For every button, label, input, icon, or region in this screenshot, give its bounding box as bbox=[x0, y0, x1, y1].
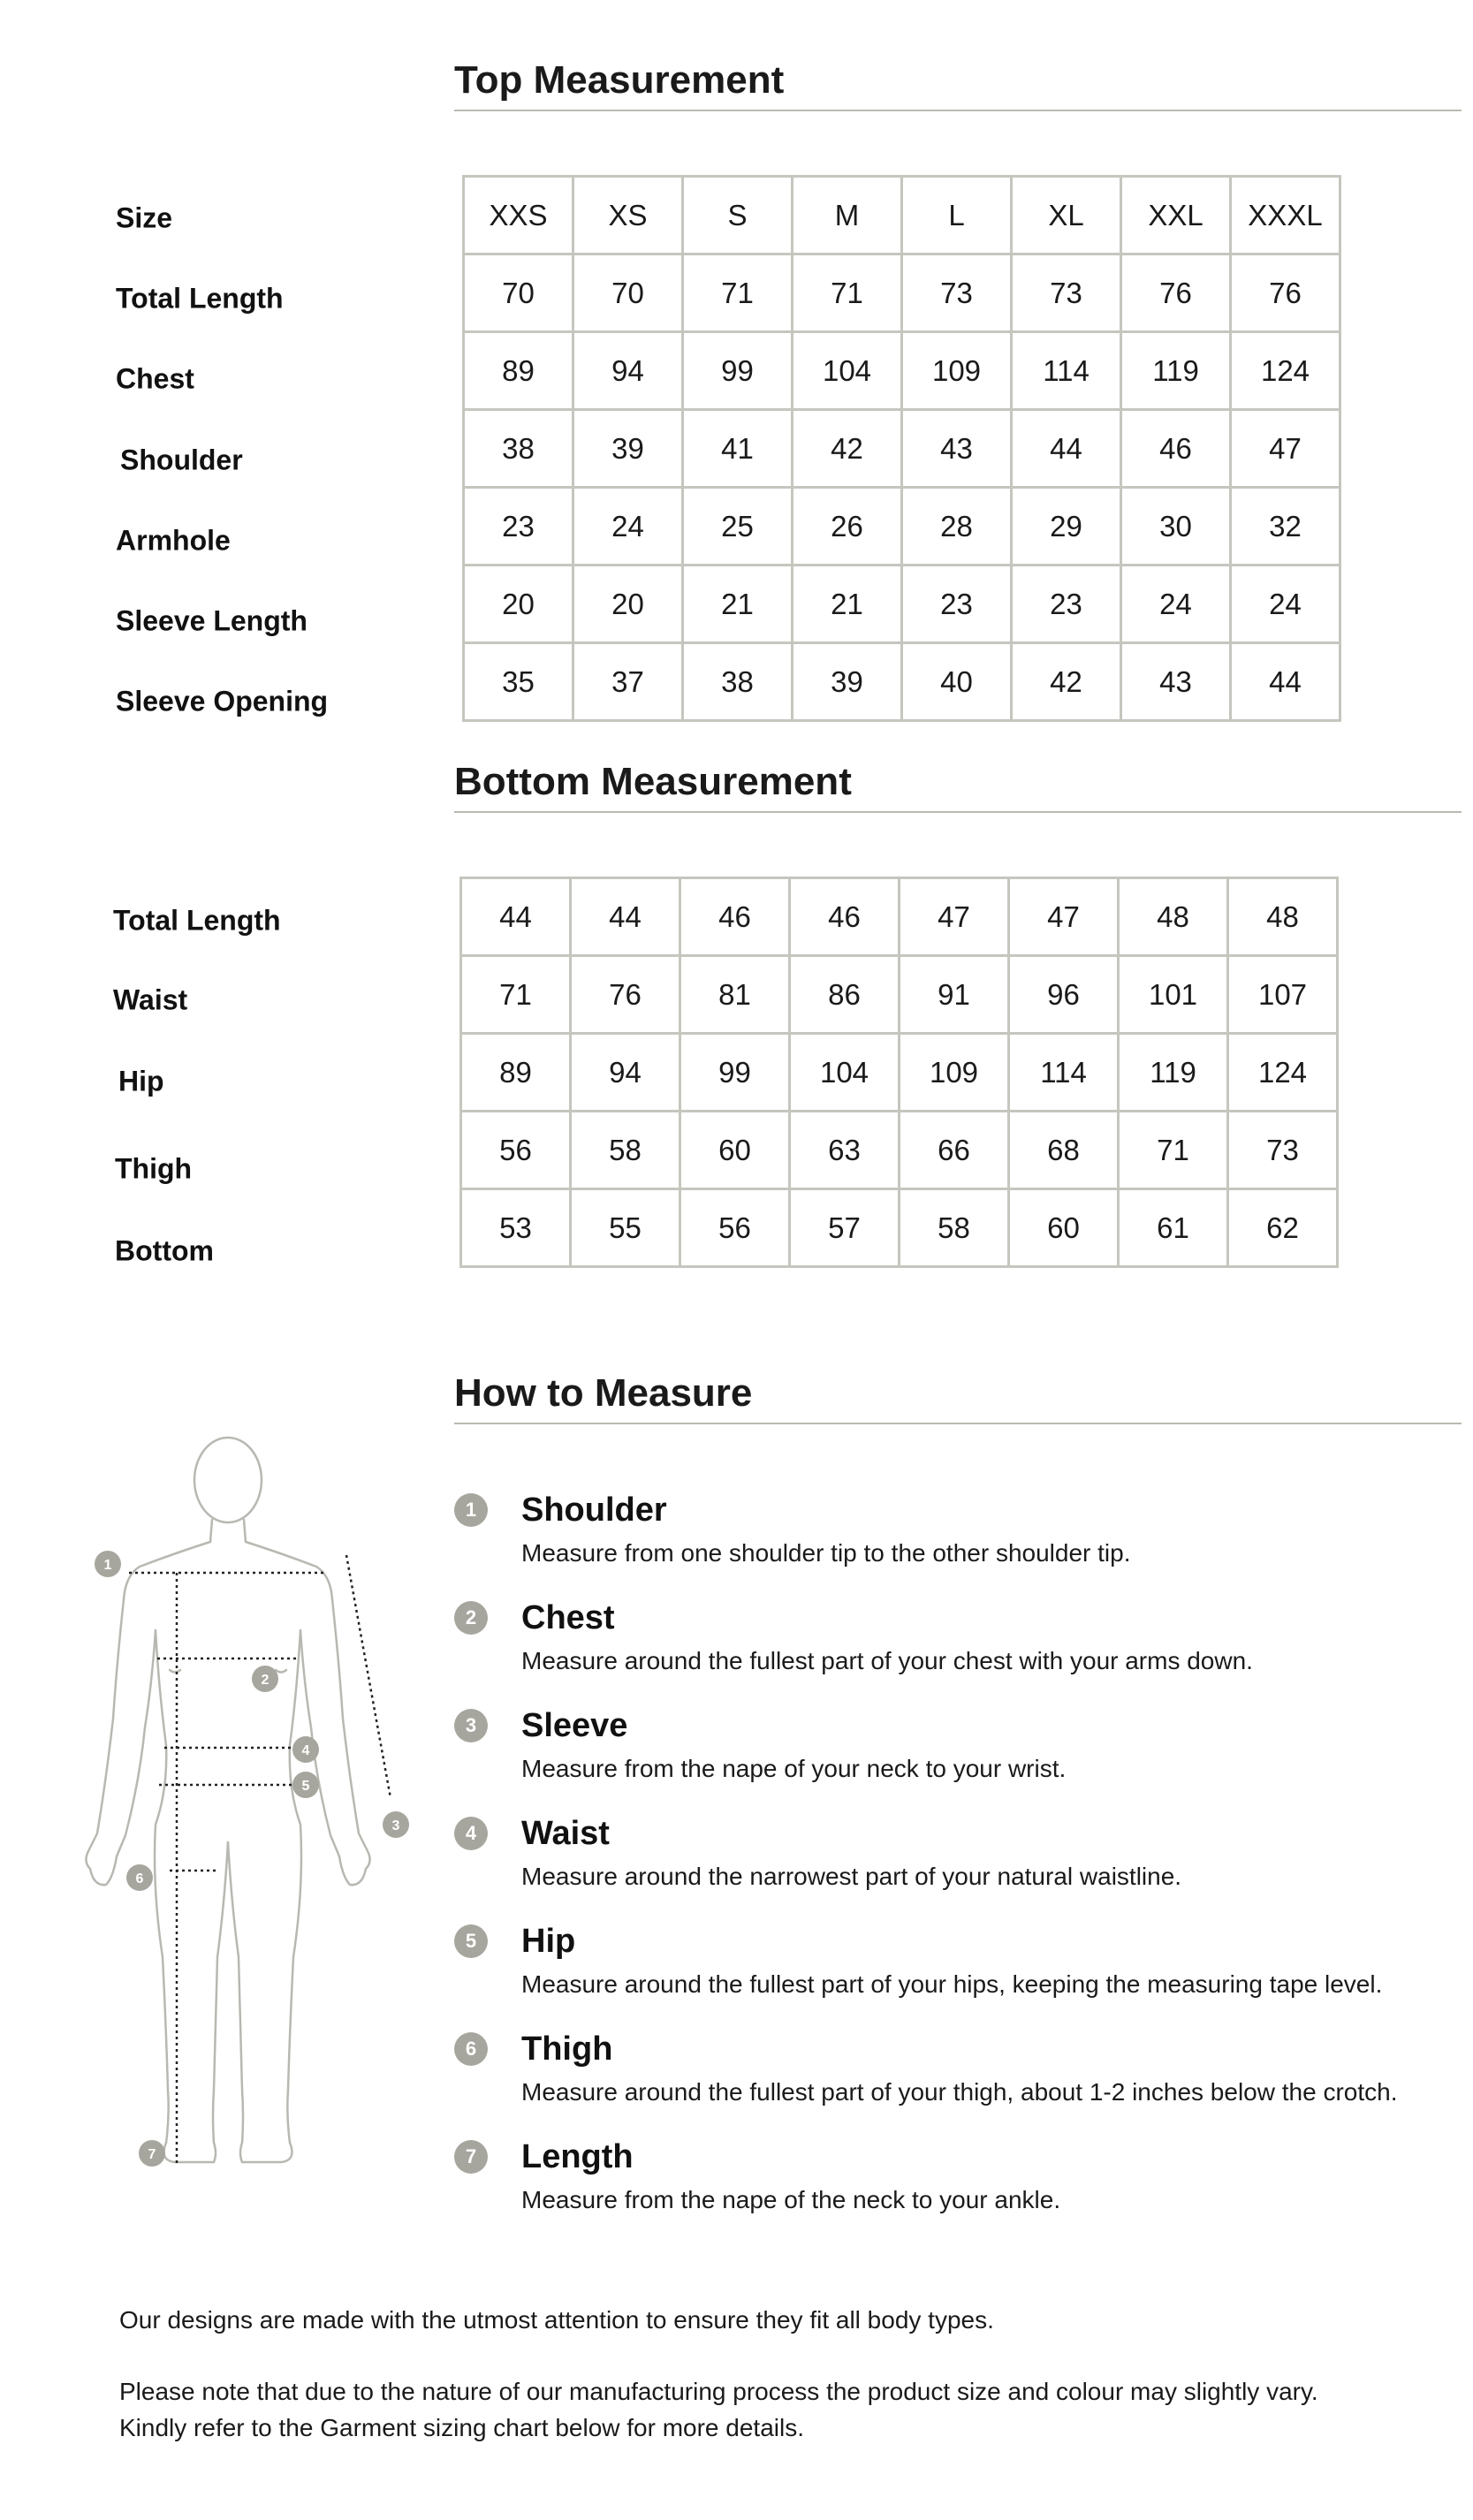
step-number-badge: 7 bbox=[454, 2140, 488, 2174]
table-cell: 73 bbox=[902, 254, 1012, 332]
table-cell: 56 bbox=[680, 1189, 790, 1267]
step-description: Measure from the nape of your neck to your wrist. bbox=[521, 1755, 1067, 1782]
size-header-row bbox=[464, 177, 1340, 254]
table-cell: 46 bbox=[790, 878, 900, 956]
step-description: Measure around the narrowest part of your natural waistline. bbox=[521, 1863, 1182, 1890]
figure-right-leg-inner bbox=[228, 1842, 243, 2143]
figure-left-foot bbox=[164, 2143, 216, 2162]
table-cell: 44 bbox=[1012, 410, 1121, 488]
table-cell: 24 bbox=[1121, 565, 1231, 643]
table-cell: 42 bbox=[793, 410, 902, 488]
table-row bbox=[464, 332, 1340, 410]
table-cell: 107 bbox=[1228, 956, 1338, 1034]
table-cell: 71 bbox=[793, 254, 902, 332]
row-label-total-length: Total Length bbox=[116, 282, 284, 315]
badge-3-label: 3 bbox=[391, 1818, 400, 1833]
badge-6-label: 6 bbox=[135, 1871, 144, 1886]
table-cell: 35 bbox=[464, 643, 573, 721]
table-cell: 39 bbox=[573, 410, 683, 488]
table-cell: 44 bbox=[461, 878, 571, 956]
step-number-badge: 4 bbox=[454, 1817, 488, 1850]
table-cell: 38 bbox=[464, 410, 573, 488]
step-description: Measure around the fullest part of your hips, keeping the measuring tape level. bbox=[521, 1970, 1383, 1998]
table-cell: 109 bbox=[900, 1034, 1009, 1112]
step-title: Chest bbox=[521, 1599, 615, 1636]
table-cell: 89 bbox=[461, 1034, 571, 1112]
row-label-shoulder: Shoulder bbox=[120, 444, 243, 476]
how-to-measure-title: How to Measure bbox=[454, 1371, 1462, 1424]
table-cell: 71 bbox=[461, 956, 571, 1034]
table-cell: 41 bbox=[683, 410, 793, 488]
table-cell: 48 bbox=[1119, 878, 1228, 956]
table-cell: 53 bbox=[461, 1189, 571, 1267]
table-row bbox=[464, 565, 1340, 643]
step-title: Thigh bbox=[521, 2030, 613, 2068]
step-number-badge: 3 bbox=[454, 1709, 488, 1742]
table-cell: 58 bbox=[900, 1189, 1009, 1267]
table-cell: 76 bbox=[571, 956, 680, 1034]
step-number-badge: 1 bbox=[454, 1493, 488, 1527]
table-cell: 62 bbox=[1228, 1189, 1338, 1267]
bottom-measurement-title: Bottom Measurement bbox=[454, 760, 1462, 813]
table-cell: 47 bbox=[1009, 878, 1119, 956]
table-cell: 60 bbox=[1009, 1189, 1119, 1267]
table-cell: 28 bbox=[902, 488, 1012, 565]
footer-note-refer: Kindly refer to the Garment sizing chart below for more details. bbox=[119, 2414, 805, 2441]
table-cell: 86 bbox=[790, 956, 900, 1034]
table-cell: 32 bbox=[1231, 488, 1340, 565]
table-cell: 99 bbox=[683, 332, 793, 410]
table-cell: 57 bbox=[790, 1189, 900, 1267]
table-row bbox=[461, 956, 1338, 1034]
table-cell: 91 bbox=[900, 956, 1009, 1034]
table-row bbox=[464, 410, 1340, 488]
table-cell: 44 bbox=[571, 878, 680, 956]
step-title: Shoulder bbox=[521, 1492, 667, 1529]
table-cell: 23 bbox=[464, 488, 573, 565]
table-cell: 71 bbox=[683, 254, 793, 332]
table-cell: 96 bbox=[1009, 956, 1119, 1034]
table-cell: 99 bbox=[680, 1034, 790, 1112]
table-cell: 43 bbox=[1121, 643, 1231, 721]
table-cell: 76 bbox=[1231, 254, 1340, 332]
figure-chest-detail bbox=[276, 1670, 286, 1673]
table-row bbox=[461, 1189, 1338, 1267]
figure-right-shoulder bbox=[244, 1520, 332, 1599]
figure-right-leg-outer bbox=[287, 1630, 301, 2143]
table-cell: 39 bbox=[793, 643, 902, 721]
size-header-cell: M bbox=[793, 177, 902, 254]
figure-left-arm-inner bbox=[117, 1630, 156, 1856]
table-cell: 40 bbox=[902, 643, 1012, 721]
footer-note-variation: Please note that due to the nature of our manufacturing process the product size and colour may slightly vary. bbox=[119, 2378, 1318, 2405]
table-cell: 26 bbox=[793, 488, 902, 565]
table-cell: 25 bbox=[683, 488, 793, 565]
table-cell: 23 bbox=[902, 565, 1012, 643]
table-cell: 124 bbox=[1228, 1034, 1338, 1112]
step-number-badge: 2 bbox=[454, 1601, 488, 1635]
table-cell: 56 bbox=[461, 1112, 571, 1189]
table-cell: 20 bbox=[573, 565, 683, 643]
step-title: Sleeve bbox=[521, 1707, 628, 1744]
row-label-size: Size bbox=[116, 201, 173, 234]
table-cell: 81 bbox=[680, 956, 790, 1034]
table-cell: 94 bbox=[573, 332, 683, 410]
table-cell: 73 bbox=[1012, 254, 1121, 332]
size-header-cell: L bbox=[902, 177, 1012, 254]
badge-5-label: 5 bbox=[301, 1779, 310, 1794]
table-cell: 109 bbox=[902, 332, 1012, 410]
step-number-badge: 5 bbox=[454, 1924, 488, 1958]
table-cell: 24 bbox=[573, 488, 683, 565]
table-row bbox=[461, 1112, 1338, 1189]
table-cell: 104 bbox=[790, 1034, 900, 1112]
table-cell: 47 bbox=[900, 878, 1009, 956]
row-label-thigh: Thigh bbox=[115, 1152, 193, 1185]
table-cell: 71 bbox=[1119, 1112, 1228, 1189]
top-measurement-table bbox=[462, 175, 1341, 722]
table-cell: 21 bbox=[793, 565, 902, 643]
table-cell: 124 bbox=[1231, 332, 1340, 410]
size-header-cell: XXXL bbox=[1231, 177, 1340, 254]
row-label-waist: Waist bbox=[113, 983, 188, 1016]
badge-4-label: 4 bbox=[301, 1743, 310, 1758]
table-cell: 20 bbox=[464, 565, 573, 643]
table-cell: 119 bbox=[1119, 1034, 1228, 1112]
size-header-cell: S bbox=[683, 177, 793, 254]
table-cell: 63 bbox=[790, 1112, 900, 1189]
figure-left-hand bbox=[90, 1856, 117, 1885]
table-cell: 23 bbox=[1012, 565, 1121, 643]
figure-chest-detail bbox=[170, 1670, 180, 1673]
row-label-chest: Chest bbox=[116, 362, 194, 395]
table-row bbox=[464, 254, 1340, 332]
sleeve-measure-line bbox=[346, 1555, 391, 1798]
table-cell: 114 bbox=[1012, 332, 1121, 410]
step-description: Measure around the fullest part of your thigh, about 1-2 inches below the crotch. bbox=[521, 2078, 1398, 2106]
body-figure-illustration bbox=[71, 1409, 424, 2205]
figure-left-shoulder bbox=[124, 1520, 212, 1599]
table-cell: 38 bbox=[683, 643, 793, 721]
table-cell: 58 bbox=[571, 1112, 680, 1189]
row-label-sleeve-opening: Sleeve Opening bbox=[116, 685, 329, 717]
table-cell: 55 bbox=[571, 1189, 680, 1267]
figure-right-hand bbox=[339, 1856, 366, 1885]
table-cell: 46 bbox=[680, 878, 790, 956]
table-cell: 70 bbox=[573, 254, 683, 332]
table-cell: 37 bbox=[573, 643, 683, 721]
table-row bbox=[461, 878, 1338, 956]
figure-left-leg-inner bbox=[213, 1842, 228, 2143]
table-cell: 61 bbox=[1119, 1189, 1228, 1267]
table-cell: 46 bbox=[1121, 410, 1231, 488]
badge-7-label: 7 bbox=[148, 2147, 156, 2162]
size-header-cell: XXS bbox=[464, 177, 573, 254]
table-row bbox=[461, 1034, 1338, 1112]
table-cell: 60 bbox=[680, 1112, 790, 1189]
size-header-cell: XL bbox=[1012, 177, 1121, 254]
step-title: Length bbox=[521, 2138, 634, 2175]
table-cell: 30 bbox=[1121, 488, 1231, 565]
table-cell: 21 bbox=[683, 565, 793, 643]
table-cell: 70 bbox=[464, 254, 573, 332]
table-cell: 44 bbox=[1231, 643, 1340, 721]
size-header-cell: XS bbox=[573, 177, 683, 254]
row-label-sleeve-length: Sleeve Length bbox=[116, 604, 308, 637]
badge-1-label: 1 bbox=[103, 1558, 112, 1573]
step-title: Hip bbox=[521, 1923, 576, 1960]
table-cell: 89 bbox=[464, 332, 573, 410]
table-cell: 68 bbox=[1009, 1112, 1119, 1189]
table-cell: 47 bbox=[1231, 410, 1340, 488]
table-cell: 43 bbox=[902, 410, 1012, 488]
step-number-badge: 6 bbox=[454, 2032, 488, 2066]
table-cell: 29 bbox=[1012, 488, 1121, 565]
figure-right-foot bbox=[240, 2143, 292, 2162]
figure-left-arm-outer bbox=[86, 1599, 124, 1869]
step-description: Measure from one shoulder tip to the other shoulder tip. bbox=[521, 1539, 1131, 1567]
figure-head bbox=[194, 1438, 262, 1522]
table-row bbox=[464, 488, 1340, 565]
table-cell: 76 bbox=[1121, 254, 1231, 332]
table-cell: 24 bbox=[1231, 565, 1340, 643]
step-description: Measure from the nape of the neck to your ankle. bbox=[521, 2186, 1061, 2213]
table-cell: 48 bbox=[1228, 878, 1338, 956]
table-cell: 42 bbox=[1012, 643, 1121, 721]
step-description: Measure around the fullest part of your chest with your arms down. bbox=[521, 1647, 1253, 1674]
table-cell: 66 bbox=[900, 1112, 1009, 1189]
row-label-armhole: Armhole bbox=[116, 524, 231, 557]
table-cell: 104 bbox=[793, 332, 902, 410]
step-title: Waist bbox=[521, 1815, 610, 1852]
footer-note-designs: Our designs are made with the utmost attention to ensure they fit all body types. bbox=[119, 2306, 994, 2334]
size-header-cell: XXL bbox=[1121, 177, 1231, 254]
figure-right-arm-outer bbox=[332, 1599, 370, 1869]
table-cell: 114 bbox=[1009, 1034, 1119, 1112]
table-cell: 101 bbox=[1119, 956, 1228, 1034]
table-row bbox=[464, 643, 1340, 721]
figure-left-leg-outer bbox=[155, 1630, 169, 2143]
bottom-measurement-table bbox=[459, 877, 1339, 1268]
row-label-total-length: Total Length bbox=[113, 904, 281, 937]
table-cell: 119 bbox=[1121, 332, 1231, 410]
table-cell: 94 bbox=[571, 1034, 680, 1112]
row-label-bottom: Bottom bbox=[115, 1234, 214, 1267]
table-cell: 73 bbox=[1228, 1112, 1338, 1189]
top-measurement-title: Top Measurement bbox=[454, 58, 1462, 111]
badge-2-label: 2 bbox=[261, 1673, 270, 1688]
row-label-hip: Hip bbox=[118, 1065, 164, 1097]
